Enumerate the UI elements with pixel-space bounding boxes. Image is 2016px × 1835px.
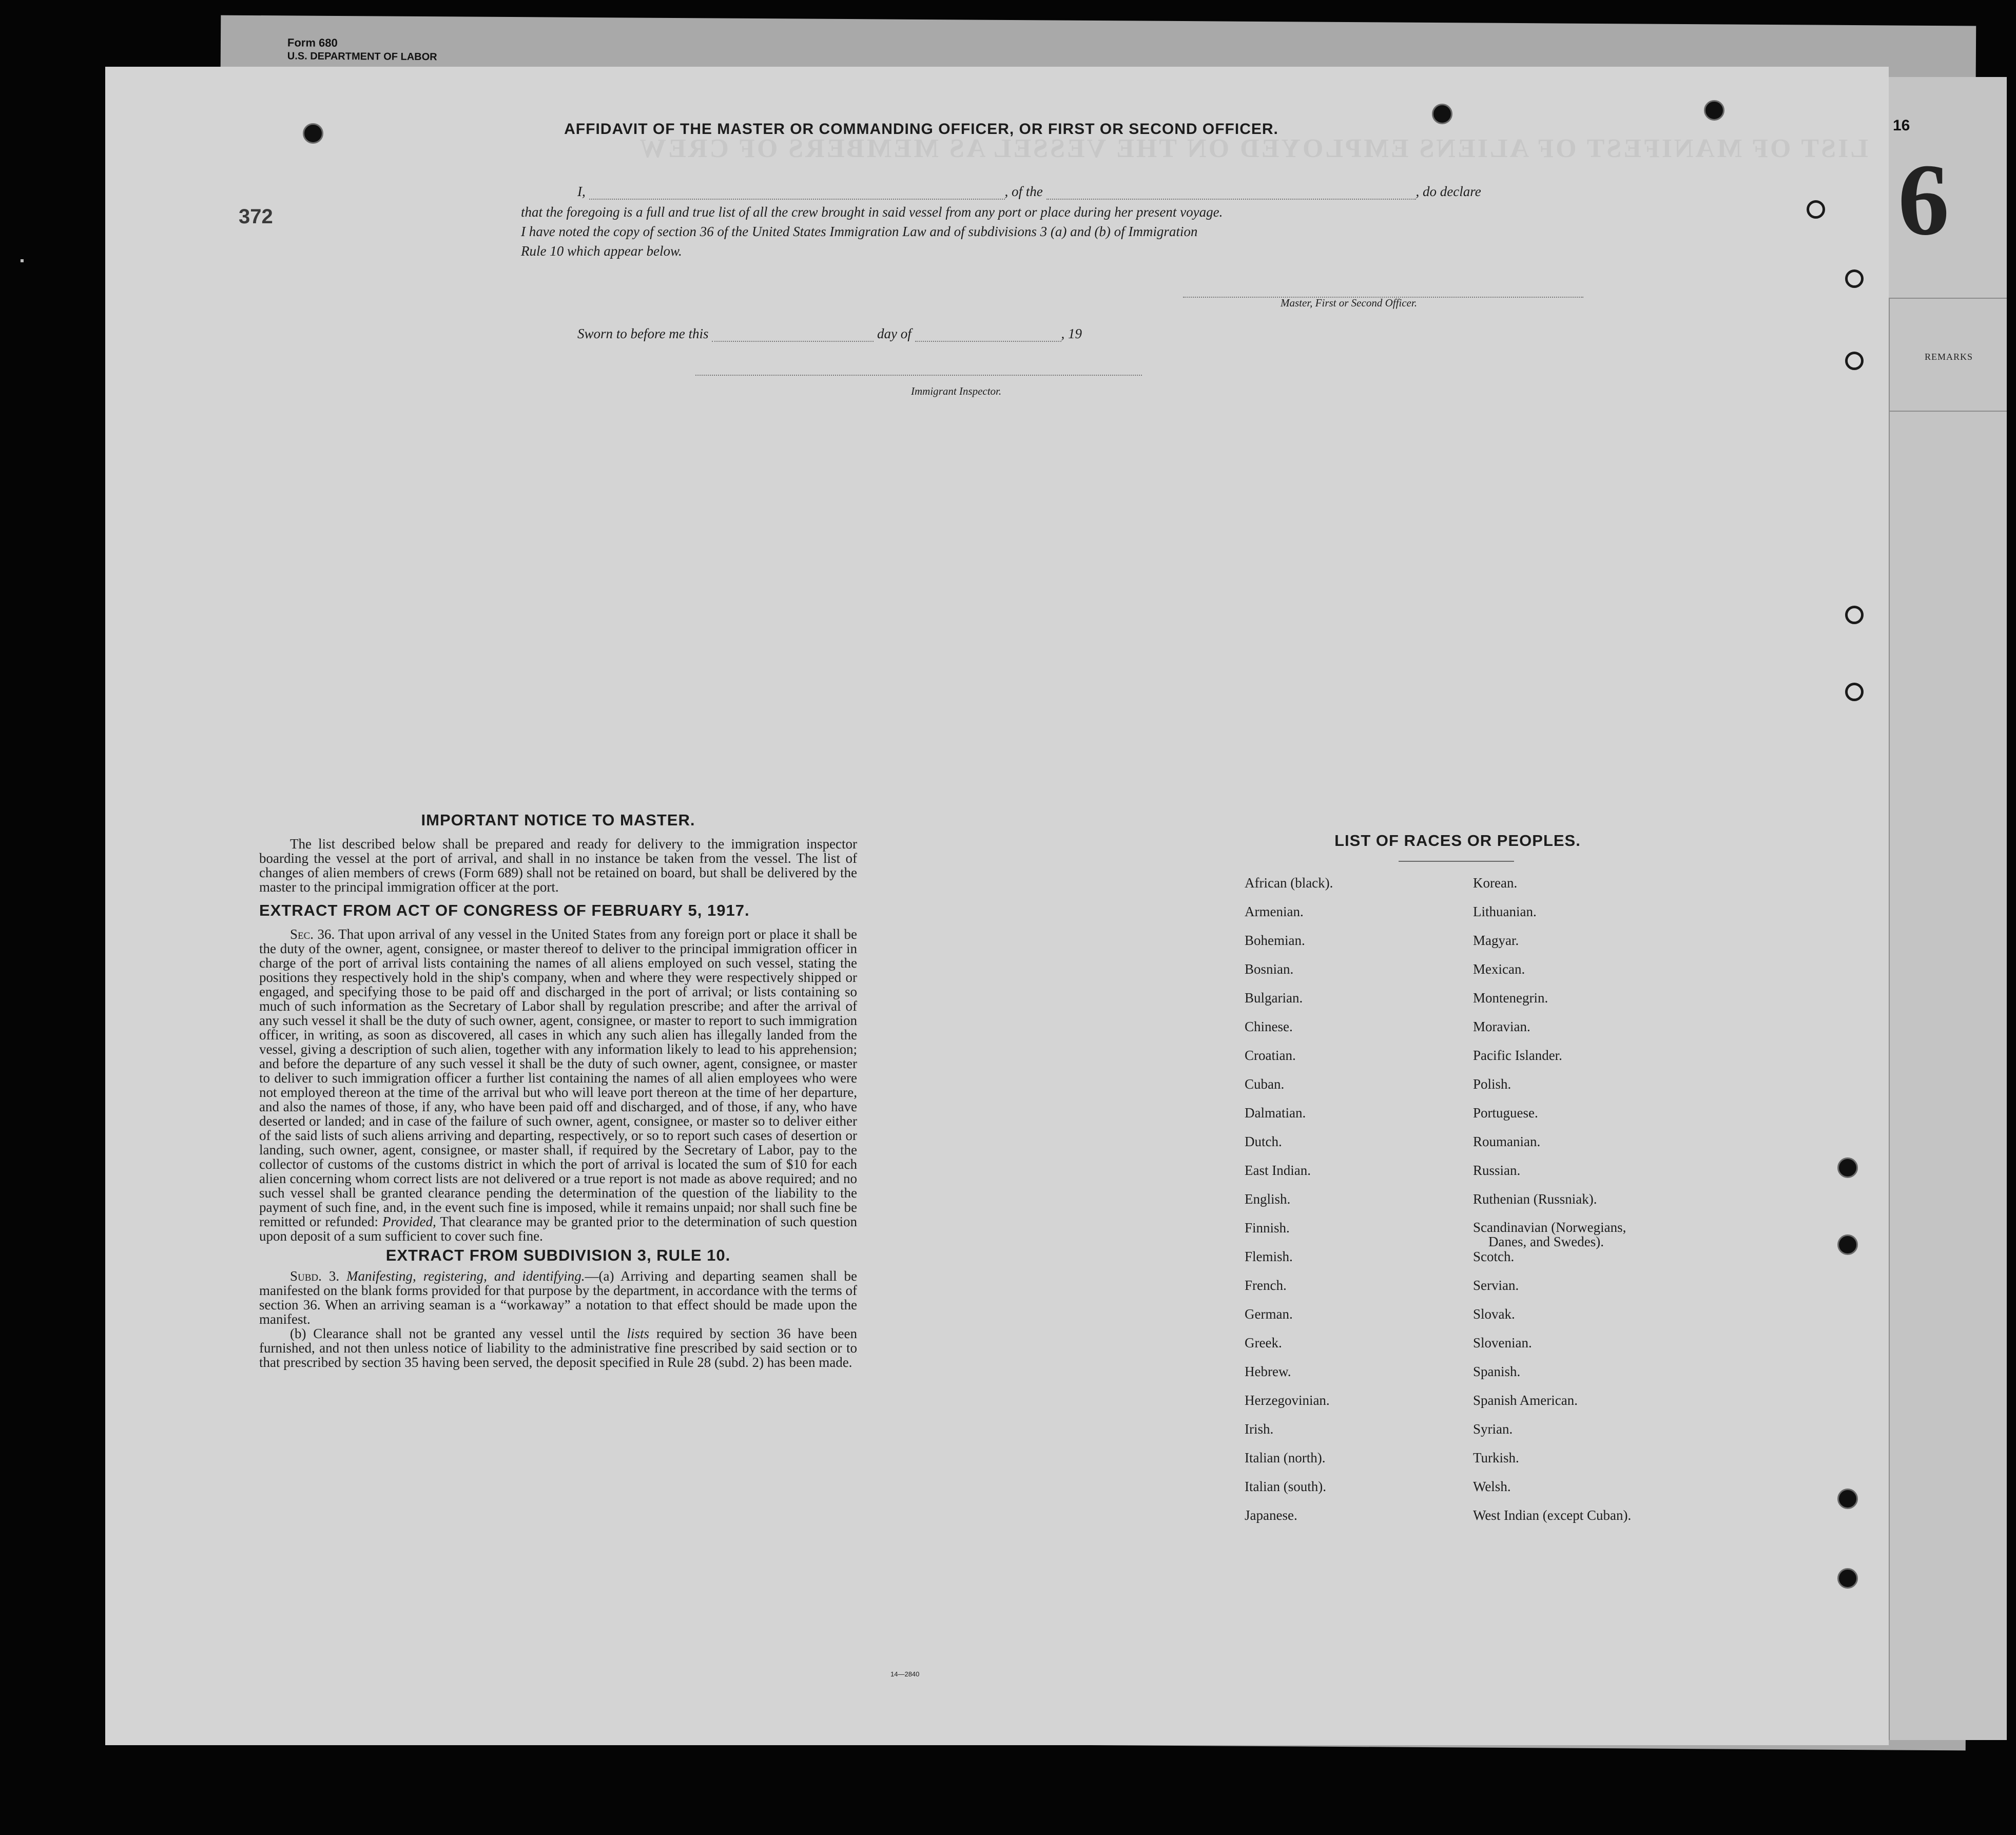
bleed-through-text: LIST OF MANIFEST OF ALIENS EMPLOYED ON THE VESSEL AS MEMBERS OF CREW [637, 134, 1868, 163]
race-item: Danes, and Swedes). [1488, 1234, 1604, 1249]
race-item: Irish. [1245, 1421, 1274, 1437]
race-item: Chinese. [1245, 1019, 1293, 1034]
sworn-year: , 19 [1061, 326, 1082, 341]
race-item: Italian (north). [1245, 1450, 1326, 1465]
punch-hole [1845, 352, 1864, 370]
punch-hole [1807, 200, 1825, 219]
spacer [259, 829, 857, 837]
race-item: Pacific Islander. [1473, 1048, 1562, 1063]
race-item: Bohemian. [1245, 933, 1305, 948]
affidavit-line2: that the foregoing is a full and true list of all the crew brought in said vessel from any port or place during her present voyage. [521, 204, 1223, 220]
back-form-header [287, 36, 437, 63]
race-item: German. [1245, 1306, 1293, 1322]
section-36-provided: Provided, [382, 1214, 436, 1229]
master-signature-caption: Master, First or Second Officer. [1281, 297, 1417, 309]
race-item: Turkish. [1473, 1450, 1519, 1465]
race-item: French. [1245, 1278, 1287, 1293]
race-item: Hebrew. [1245, 1364, 1291, 1379]
sworn-day-of: day of [877, 326, 912, 341]
spacer [259, 920, 857, 927]
punch-hole [1837, 1568, 1858, 1589]
race-item: Dalmatian. [1245, 1105, 1306, 1121]
races-title: LIST OF RACES OR PEOPLES. [1334, 832, 1581, 849]
races-title-rule [1399, 861, 1514, 862]
affidavit-declaration-line1 [577, 184, 1481, 200]
race-item: Montenegrin. [1473, 990, 1548, 1006]
affidavit-line4: Rule 10 which appear below. [521, 243, 682, 259]
race-item: Lithuanian. [1473, 904, 1537, 919]
races-left-column [1245, 875, 1333, 1536]
punch-hole [1704, 100, 1724, 121]
race-item: Bulgarian. [1245, 990, 1303, 1006]
subdivision-heading: Manifesting, registering, and identifying. [346, 1268, 585, 1284]
column-rule [1889, 298, 1890, 1740]
race-item: Greek. [1245, 1335, 1282, 1350]
decl-i: I, [577, 184, 586, 199]
subdivision-b-text [259, 1326, 857, 1369]
affidavit-title: AFFIDAVIT OF THE MASTER OR COMMANDING OFFICER, OR FIRST OR SECOND OFFICER. [564, 121, 1278, 138]
header-rule [1889, 411, 2007, 412]
race-item: English. [1245, 1191, 1291, 1207]
race-item: Finnish. [1245, 1220, 1290, 1235]
sworn-month-blank [915, 341, 1061, 342]
race-item: Italian (south). [1245, 1479, 1326, 1494]
race-item: Japanese. [1245, 1508, 1297, 1523]
race-item: Slovenian. [1473, 1335, 1532, 1350]
race-item: Scotch. [1473, 1249, 1515, 1264]
race-item: Ruthenian (Russniak). [1473, 1191, 1597, 1207]
race-item: African (black). [1245, 875, 1333, 891]
subdivision-b-lists: lists [627, 1326, 650, 1341]
race-item: Armenian. [1245, 904, 1304, 919]
race-item: Roumanian. [1473, 1134, 1541, 1149]
notice-section [259, 811, 857, 1369]
sworn-day-blank [712, 341, 874, 342]
back-form-number: Form 680 [287, 36, 338, 49]
punch-hole [1432, 104, 1452, 124]
race-item: Korean. [1473, 875, 1518, 891]
subdivision-b-post: required by section 36 have been furnished, and not then unless notice of liability to the administrative fine prescribed by said section or to that prescribed by section 35 having been served, the deposit specified in Rule 28 (subd. 2) has been made. [259, 1326, 858, 1370]
race-item: Herzegovinian. [1245, 1393, 1330, 1408]
inspector-caption: Immigrant Inspector. [911, 385, 1002, 397]
section-36-text [259, 927, 857, 1243]
form-code: 14—2840 [890, 1670, 920, 1678]
decl-of-the: , of the [1004, 184, 1043, 199]
punch-hole [1845, 606, 1864, 624]
extract-act-title: EXTRACT FROM ACT OF CONGRESS OF FEBRUARY 5, 1917. [259, 901, 750, 919]
section-36-label: Sec. 36. [290, 926, 335, 942]
name-blank [589, 199, 1005, 200]
inspector-signature-line [695, 375, 1142, 376]
subdivision-b-pre: (b) Clearance shall not be granted any vessel until the [290, 1326, 620, 1341]
race-item: Bosnian. [1245, 961, 1294, 977]
remarks-header: REMARKS [1925, 352, 1973, 362]
vessel-blank [1046, 199, 1416, 200]
notice-title: IMPORTANT NOTICE TO MASTER. [421, 811, 695, 829]
notice-paragraph: The list described below shall be prepared and ready for delivery to the immigration inspector boarding the vessel at the port of arrival, and shall in no instance be taken from the vessel. The list of changes of alien members of crews (Form 689) shall not be retained on board, but shall be delivered by the master to the principal immigration officer at the port. [259, 836, 857, 895]
sworn-line [577, 326, 1082, 342]
race-item: Polish. [1473, 1076, 1511, 1092]
punch-hole [1837, 1157, 1858, 1178]
race-item: Mexican. [1473, 961, 1525, 977]
page-number-small: 16 [1893, 117, 1910, 134]
race-item: Spanish. [1473, 1364, 1521, 1379]
extract-rule-title: EXTRACT FROM SUBDIVISION 3, RULE 10. [385, 1246, 731, 1264]
back-form-department: U.S. DEPARTMENT OF LABOR [287, 50, 437, 63]
race-item: West Indian (except Cuban). [1473, 1508, 1632, 1523]
subdivision-a-body: —(a) Arriving and departing seamen shall be manifested on the blank forms provided for that purpose by the department, in accordance with the terms of section 36. When an arriving seaman is a “workaway” a notation to that effect should be made upon the manifest. [259, 1268, 857, 1327]
stamp-mark: 372 [239, 205, 273, 228]
subdivision-a-text [259, 1269, 857, 1326]
race-item: Russian. [1473, 1163, 1521, 1178]
race-item: Servian. [1473, 1278, 1519, 1293]
race-item: Dutch. [1245, 1134, 1282, 1149]
punch-hole [303, 123, 323, 144]
subdivision-label: Subd. 3. [290, 1268, 340, 1284]
race-item: East Indian. [1245, 1163, 1311, 1178]
race-item: Magyar. [1473, 933, 1519, 948]
race-item: Portuguese. [1473, 1105, 1538, 1121]
page-number-large: 6 [1898, 143, 1949, 257]
race-item: Welsh. [1473, 1479, 1511, 1494]
race-item: Moravian. [1473, 1019, 1530, 1034]
affidavit-line3: I have noted the copy of section 36 of the United States Immigration Law and of subdivisions 3 (a) and (b) of Immigration [521, 224, 1198, 239]
section-36-tail: That clearance may be granted prior to the determination of such question upon deposit of a sum sufficient to cover such fine. [259, 1214, 857, 1244]
race-item: Slovak. [1473, 1306, 1515, 1322]
edge-mark [21, 259, 24, 262]
punch-hole [1837, 1234, 1858, 1255]
race-item: Cuban. [1245, 1076, 1285, 1092]
race-item: Spanish American. [1473, 1393, 1578, 1408]
punch-hole [1845, 683, 1864, 701]
punch-hole [1845, 269, 1864, 288]
spacer [259, 894, 857, 901]
race-item: Syrian. [1473, 1421, 1513, 1437]
races-right-column [1473, 875, 1631, 1536]
decl-do-declare: , do declare [1416, 184, 1481, 199]
punch-hole [1837, 1489, 1858, 1509]
sworn-prefix: Sworn to before me this [577, 326, 709, 341]
section-36-body: That upon arrival of any vessel in the United States from any foreign port or place it shall be the duty of the owner, agent, consignee, or master thereof to deliver to the principal immigration officer in charge of the port of arrival lists containing the names of all aliens employed on such vessel, stating the positions they respectively hold in the ship's company, when and where they were respectively shipped or engaged, and specifying those to be paid off and discharged in the port of arrival; or lists containing so much of such information as the Secretary of Labor shall by regulation prescribe; and after the arrival of any such vessel it shall be the duty of such owner, agent, consignee, or master to report to such immigration officer, in writing, as soon as discovered, all cases in which any such alien has illegally landed from the vessel, giving a description of such alien, together with any information likely to lead to his apprehension; and before the departure of any such vessel it shall be the duty of such owner, agent, consignee, or master to deliver to such immigration officer a further list containing the names of all alien employees who were not employed thereon at the time of the arrival but who will leave port thereon at the time of her departure, and also the names of those, if any, who have been paid off and discharged, and of those, if any, who have deserted or landed; and in case of the failure of such owner, agent, consignee, or master so to deliver either of the said lists of such aliens arriving and departing, respectively, or so to report such cases of desertion or landing, such owner, agent, consignee, or master shall, if required by the Secretary of Labor, pay to the collector of customs of the customs district in which the port of arrival is located the sum of $10 for each alien concerning whom correct lists are not delivered or a true report is not made as above required; and no such vessel shall be granted clearance pending the determination of the question of the liability to the payment of such fine, and, in the event such fine is imposed, while it remains unpaid; nor shall such fine be remitted or refunded: [259, 926, 857, 1229]
header-rule [1889, 298, 2007, 299]
race-item: Scandinavian (Norwegians, [1473, 1220, 1626, 1235]
race-item: Croatian. [1245, 1048, 1296, 1063]
race-item: Flemish. [1245, 1249, 1293, 1264]
